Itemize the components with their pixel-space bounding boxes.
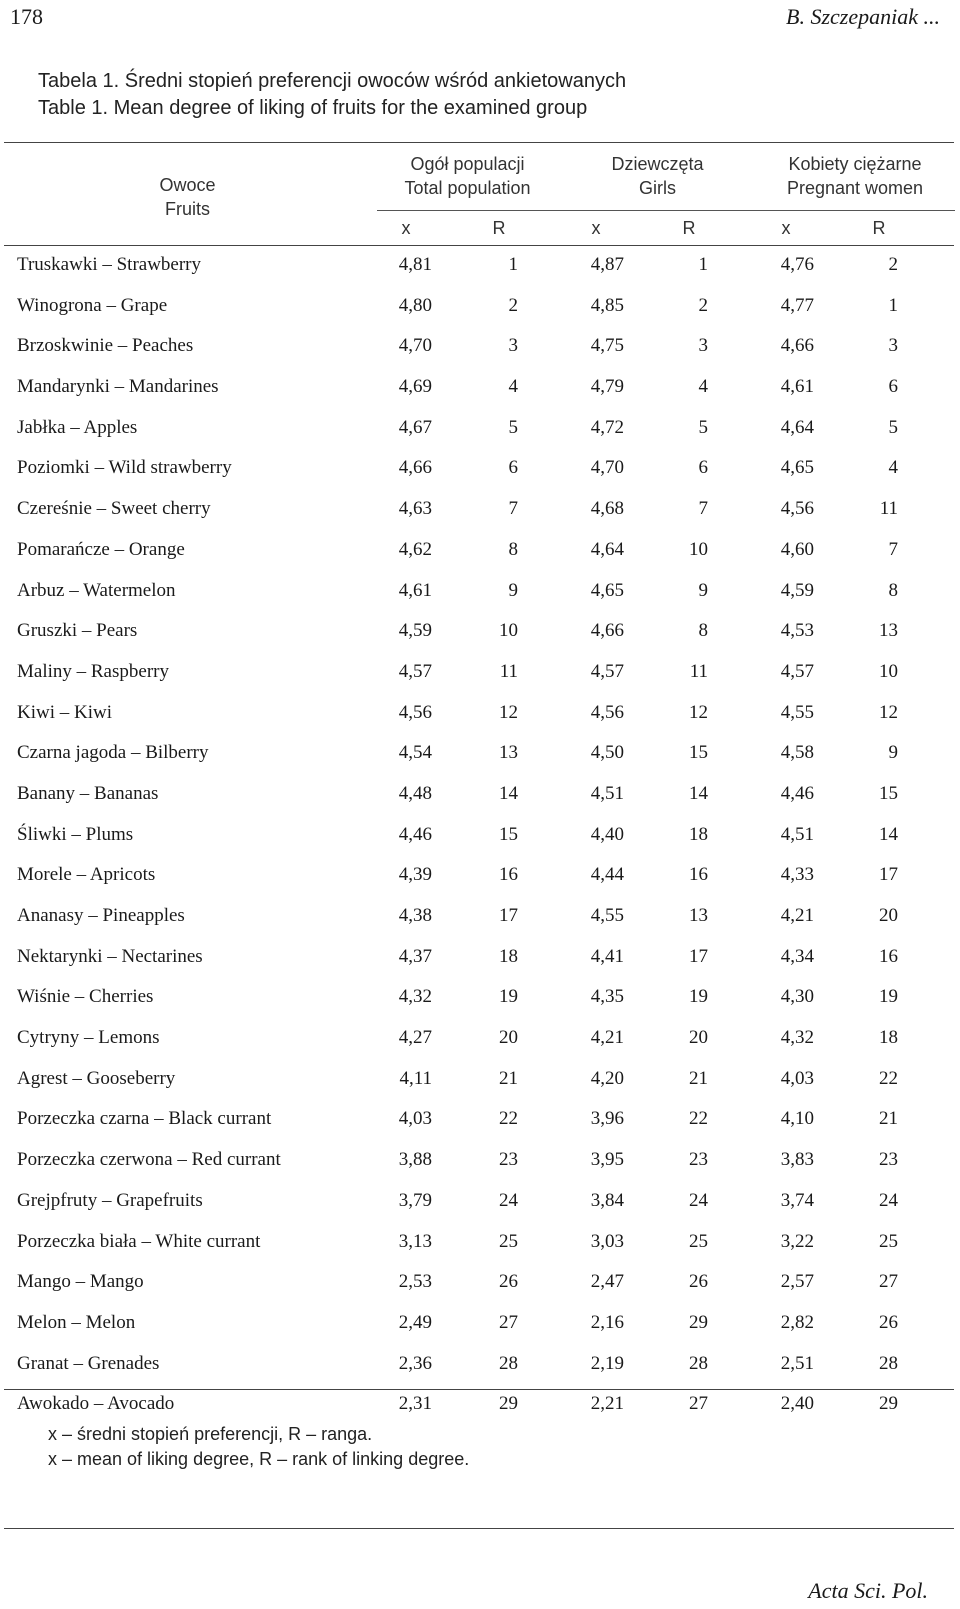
total-rank-cell: 28 [499,1352,518,1374]
girls-rank-cell: 12 [689,701,708,723]
total-mean-cell: 3,79 [398,1189,432,1211]
column-header-pregnant-pl: Kobiety ciężarne [788,154,922,174]
pregnant-rank-cell: 22 [879,1067,898,1089]
pregnant-mean-cell: 4,10 [780,1108,814,1130]
girls-mean-cell: 4,75 [590,335,624,357]
footer-rule [4,1528,954,1529]
total-mean-cell: 4,69 [398,376,432,398]
girls-mean-cell: 4,70 [590,457,624,479]
table-bottom-rule [4,1389,954,1390]
total-mean-cell: 2,31 [398,1393,432,1415]
fruit-name-cell: Czereśnie – Sweet cherry [17,498,211,520]
pregnant-mean-cell: 4,64 [780,416,814,438]
pregnant-rank-cell: 23 [879,1149,898,1171]
pregnant-mean-cell: 4,58 [780,742,814,764]
fruit-name-cell: Wiśnie – Cherries [17,986,154,1008]
table-row [0,333,960,374]
pregnant-rank-cell: 28 [879,1352,898,1374]
total-mean-cell: 4,70 [398,335,432,357]
total-rank-cell: 20 [499,1027,518,1049]
girls-rank-cell: 7 [698,498,708,520]
table-row [0,1269,960,1310]
girls-rank-cell: 20 [689,1027,708,1049]
girls-rank-cell: 27 [689,1393,708,1415]
fruit-name-cell: Pomarańcze – Orange [17,538,185,560]
fruit-name-cell: Brzoskwinie – Peaches [17,335,194,357]
subheader-r-pregnant: R [872,218,886,238]
table-row [0,700,960,741]
pregnant-rank-cell: 8 [888,579,898,601]
total-mean-cell: 4,57 [398,660,432,682]
girls-rank-cell: 13 [689,905,708,926]
fruit-name-cell: Grejpfruty – Grapefruits [17,1189,203,1211]
fruit-name-cell: Poziomki – Wild strawberry [17,457,232,479]
pregnant-mean-cell: 2,51 [780,1352,814,1374]
girls-rank-cell: 15 [689,742,708,764]
pregnant-mean-cell: 3,83 [780,1149,814,1171]
girls-rank-cell: 1 [698,254,708,275]
girls-mean-cell: 4,79 [590,376,624,398]
total-rank-cell: 18 [499,945,518,967]
pregnant-rank-cell: 13 [879,620,898,642]
girls-rank-cell: 21 [689,1067,708,1089]
girls-rank-cell: 4 [698,376,708,398]
pregnant-mean-cell: 4,33 [780,864,814,886]
girls-mean-cell: 4,35 [590,986,624,1008]
total-mean-cell: 4,39 [398,864,432,886]
table-row [0,578,960,619]
pregnant-mean-cell: 4,77 [780,294,814,316]
girls-rank-cell: 24 [689,1189,708,1211]
subheader-x-pregnant: x [781,218,791,238]
pregnant-rank-cell: 5 [888,416,898,438]
total-rank-cell: 13 [499,742,518,764]
pregnant-mean-cell: 4,56 [780,498,814,520]
total-mean-cell: 4,63 [398,498,432,520]
girls-mean-cell: 3,84 [590,1189,624,1211]
girls-rank-cell: 2 [698,294,708,316]
fruit-name-cell: Kiwi – Kiwi [17,701,112,723]
girls-mean-cell: 3,95 [590,1149,624,1171]
girls-mean-cell: 4,20 [590,1067,624,1089]
total-mean-cell: 4,32 [398,986,432,1008]
pregnant-mean-cell: 4,21 [780,905,814,926]
fruit-name-cell: Śliwki – Plums [17,823,134,845]
girls-mean-cell: 2,21 [590,1393,624,1415]
subheader-rule [377,210,955,211]
fruit-name-cell: Morele – Apricots [17,864,156,886]
girls-rank-cell: 10 [689,538,708,560]
subheader-x-girls: x [591,218,601,238]
table-row [0,984,960,1025]
total-rank-cell: 14 [499,782,518,804]
pregnant-mean-cell: 4,59 [780,579,814,601]
total-rank-cell: 10 [499,620,518,642]
table-row [0,781,960,822]
total-rank-cell: 9 [508,579,518,601]
fruit-name-cell: Nektarynki – Nectarines [17,945,203,967]
pregnant-mean-cell: 4,57 [780,660,814,682]
total-mean-cell: 4,54 [398,742,432,764]
total-mean-cell: 4,11 [399,1067,432,1089]
table-row [0,1351,960,1392]
fruit-name-cell: Maliny – Raspberry [17,660,169,682]
column-header-pregnant-en: Pregnant women [786,178,924,198]
pregnant-rank-cell: 19 [879,986,898,1008]
girls-mean-cell: 4,40 [590,823,624,845]
table-row [0,862,960,903]
total-rank-cell: 12 [499,701,518,723]
total-mean-cell: 4,27 [398,1027,432,1049]
total-rank-cell: 5 [508,416,518,438]
pregnant-mean-cell: 2,40 [780,1393,814,1415]
pregnant-rank-cell: 20 [879,905,898,926]
column-header-girls-en: Girls [639,178,676,198]
total-mean-cell: 4,03 [398,1108,432,1130]
total-rank-cell: 3 [508,335,518,357]
column-header-fruits-en: Fruits [165,199,210,219]
pregnant-rank-cell: 26 [879,1311,898,1333]
table-row [0,618,960,659]
girls-rank-cell: 26 [689,1271,708,1293]
pregnant-mean-cell: 4,30 [780,986,814,1008]
footnote-english: x – mean of liking degree, R – rank of linking degree. [48,1449,470,1469]
column-header-girls [565,152,750,200]
total-rank-cell: 2 [508,294,518,316]
table-top-rule [4,142,954,143]
table-row [0,659,960,700]
girls-rank-cell: 25 [689,1230,708,1252]
total-rank-cell: 7 [508,498,518,520]
fruit-name-cell: Porzeczka czarna – Black currant [17,1108,272,1130]
column-header-total [375,152,560,200]
table-row [0,1066,960,1107]
total-mean-cell: 3,13 [398,1230,432,1252]
girls-rank-cell: 5 [698,416,708,438]
total-mean-cell: 4,59 [398,620,432,642]
fruit-name-cell: Cytryny – Lemons [17,1027,160,1049]
pregnant-rank-cell: 11 [879,498,898,520]
pregnant-rank-cell: 12 [879,701,898,723]
footnote-polish: x – średni stopień preferencji, R – ranga. [48,1424,373,1444]
pregnant-mean-cell: 4,46 [780,782,814,804]
subheader-r-total: R [492,218,506,238]
girls-mean-cell: 3,03 [590,1230,624,1252]
table-row [0,537,960,578]
header-bottom-rule [4,245,954,246]
girls-rank-cell: 17 [689,945,708,967]
girls-rank-cell: 29 [689,1311,708,1333]
total-mean-cell: 4,37 [398,945,432,967]
fruit-name-cell: Porzeczka biała – White currant [17,1230,261,1252]
total-mean-cell: 4,46 [398,823,432,845]
girls-mean-cell: 4,55 [590,905,624,926]
pregnant-mean-cell: 4,53 [780,620,814,642]
girls-mean-cell: 2,19 [590,1352,624,1374]
girls-rank-cell: 19 [689,986,708,1008]
girls-mean-cell: 4,72 [590,416,624,438]
total-rank-cell: 17 [499,905,518,926]
table-row [0,455,960,496]
fruit-name-cell: Melon – Melon [17,1311,136,1333]
girls-mean-cell: 4,21 [590,1027,624,1049]
girls-rank-cell: 18 [689,823,708,845]
pregnant-rank-cell: 16 [879,945,898,967]
pregnant-mean-cell: 2,57 [780,1271,814,1293]
column-header-pregnant [755,152,955,200]
table-row [0,1188,960,1229]
fruit-name-cell: Granat – Grenades [17,1352,160,1374]
girls-mean-cell: 2,47 [590,1271,624,1293]
girls-mean-cell: 4,50 [590,742,624,764]
total-rank-cell: 23 [499,1149,518,1171]
table-row [0,1147,960,1188]
pregnant-mean-cell: 3,22 [780,1230,814,1252]
fruit-name-cell: Czarna jagoda – Bilberry [17,742,209,764]
pregnant-rank-cell: 14 [879,823,898,845]
girls-rank-cell: 11 [689,660,708,682]
girls-mean-cell: 4,85 [590,294,624,316]
fruit-name-cell: Arbuz – Watermelon [17,579,176,601]
table-row [0,740,960,781]
total-mean-cell: 4,67 [398,416,432,438]
total-rank-cell: 4 [508,376,518,398]
girls-mean-cell: 2,16 [590,1311,624,1333]
girls-mean-cell: 4,66 [590,620,624,642]
pregnant-rank-cell: 17 [879,864,898,886]
pregnant-rank-cell: 25 [879,1230,898,1252]
girls-rank-cell: 9 [698,579,708,601]
table-row [0,496,960,537]
pregnant-rank-cell: 7 [888,538,898,560]
girls-rank-cell: 23 [689,1149,708,1171]
total-mean-cell: 4,80 [398,294,432,316]
fruit-name-cell: Truskawki – Strawberry [17,254,202,275]
girls-mean-cell: 4,56 [590,701,624,723]
fruit-name-cell: Porzeczka czerwona – Red currant [17,1149,281,1171]
total-mean-cell: 4,81 [398,254,432,275]
total-mean-cell: 4,62 [398,538,432,560]
table-row [0,1106,960,1147]
table-row [0,822,960,863]
total-rank-cell: 1 [508,254,518,275]
total-mean-cell: 2,36 [398,1352,432,1374]
table-body [0,252,960,1432]
girls-rank-cell: 16 [689,864,708,886]
pregnant-mean-cell: 4,60 [780,538,814,560]
total-rank-cell: 26 [499,1271,518,1293]
pregnant-rank-cell: 4 [888,457,898,479]
girls-rank-cell: 28 [689,1352,708,1374]
total-rank-cell: 25 [499,1230,518,1252]
girls-rank-cell: 8 [698,620,708,642]
girls-rank-cell: 6 [698,457,708,479]
total-mean-cell: 4,48 [398,782,432,804]
pregnant-mean-cell: 4,51 [780,823,814,845]
pregnant-mean-cell: 4,61 [780,376,814,398]
table-row [0,1310,960,1351]
total-rank-cell: 19 [499,986,518,1008]
pregnant-rank-cell: 24 [879,1189,898,1211]
column-header-fruits-pl: Owoce [159,175,216,195]
table-row [0,293,960,334]
pregnant-rank-cell: 1 [888,294,898,316]
running-head: B. Szczepaniak ... [786,4,940,29]
girls-mean-cell: 4,64 [590,538,624,560]
pregnant-mean-cell: 4,55 [780,701,814,723]
table-row [0,944,960,985]
pregnant-rank-cell: 18 [879,1027,898,1049]
table-row [0,903,960,944]
girls-mean-cell: 4,65 [590,579,624,601]
table-row [0,374,960,415]
total-mean-cell: 3,88 [398,1149,432,1171]
pregnant-mean-cell: 2,82 [780,1311,814,1333]
fruit-name-cell: Ananasy – Pineapples [17,905,185,926]
girls-mean-cell: 4,68 [590,498,624,520]
pregnant-mean-cell: 4,66 [780,335,814,357]
total-rank-cell: 22 [499,1108,518,1130]
girls-mean-cell: 4,87 [590,254,624,275]
fruit-name-cell: Banany – Bananas [17,782,159,804]
girls-rank-cell: 3 [698,335,708,357]
girls-mean-cell: 4,51 [590,782,624,804]
pregnant-rank-cell: 29 [879,1393,898,1415]
pregnant-rank-cell: 15 [879,782,898,804]
girls-mean-cell: 4,44 [590,864,624,886]
table-row [0,1025,960,1066]
table-row [0,415,960,456]
girls-mean-cell: 4,57 [590,660,624,682]
pregnant-rank-cell: 9 [888,742,898,764]
total-mean-cell: 4,56 [398,701,432,723]
pregnant-rank-cell: 3 [888,335,898,357]
girls-rank-cell: 14 [689,782,708,804]
journal-name: Acta Sci. Pol. [808,1578,928,1603]
fruit-name-cell: Agrest – Gooseberry [17,1067,176,1089]
table-caption-english: Table 1. Mean degree of liking of fruits for the examined group [38,97,588,119]
total-rank-cell: 11 [499,660,518,682]
girls-mean-cell: 4,41 [590,945,624,967]
total-rank-cell: 21 [499,1067,518,1089]
pregnant-mean-cell: 4,65 [780,457,814,479]
total-mean-cell: 4,61 [398,579,432,601]
total-rank-cell: 16 [499,864,518,886]
total-mean-cell: 2,49 [398,1311,432,1333]
column-header-total-en: Total population [404,178,531,198]
total-rank-cell: 29 [499,1393,518,1415]
fruit-name-cell: Winogrona – Grape [17,294,168,316]
pregnant-rank-cell: 27 [879,1271,898,1293]
column-header-girls-pl: Dziewczęta [611,154,704,174]
total-rank-cell: 15 [499,823,518,845]
table-row [0,252,960,293]
column-header-fruits [100,173,275,221]
total-mean-cell: 4,38 [398,905,432,926]
pregnant-mean-cell: 3,74 [780,1189,814,1211]
fruit-name-cell: Mandarynki – Mandarines [17,376,219,398]
total-rank-cell: 6 [508,457,518,479]
subheader-r-girls: R [682,218,696,238]
girls-mean-cell: 3,96 [590,1108,624,1130]
table-row [0,1229,960,1270]
column-header-total-pl: Ogół populacji [410,154,525,174]
girls-rank-cell: 22 [689,1108,708,1130]
total-rank-cell: 24 [499,1189,518,1211]
pregnant-rank-cell: 10 [879,660,898,682]
fruit-name-cell: Jabłka – Apples [17,416,138,438]
pregnant-mean-cell: 4,32 [780,1027,814,1049]
pregnant-rank-cell: 6 [888,376,898,398]
total-rank-cell: 8 [508,538,518,560]
pregnant-mean-cell: 4,76 [780,254,814,275]
pregnant-mean-cell: 4,03 [780,1067,814,1089]
fruit-name-cell: Mango – Mango [17,1271,144,1293]
pregnant-rank-cell: 2 [888,254,898,275]
total-rank-cell: 27 [499,1311,518,1333]
pregnant-rank-cell: 21 [879,1108,898,1130]
table-caption-polish: Tabela 1. Średni stopień preferencji owoców wśród ankietowanych [38,70,627,92]
fruit-name-cell: Awokado – Avocado [17,1393,175,1415]
subheader-x-total: x [401,218,411,238]
fruit-name-cell: Gruszki – Pears [17,620,138,642]
pregnant-mean-cell: 4,34 [780,945,814,967]
page-number: 178 [10,4,43,29]
total-mean-cell: 4,66 [398,457,432,479]
total-mean-cell: 2,53 [398,1271,432,1293]
